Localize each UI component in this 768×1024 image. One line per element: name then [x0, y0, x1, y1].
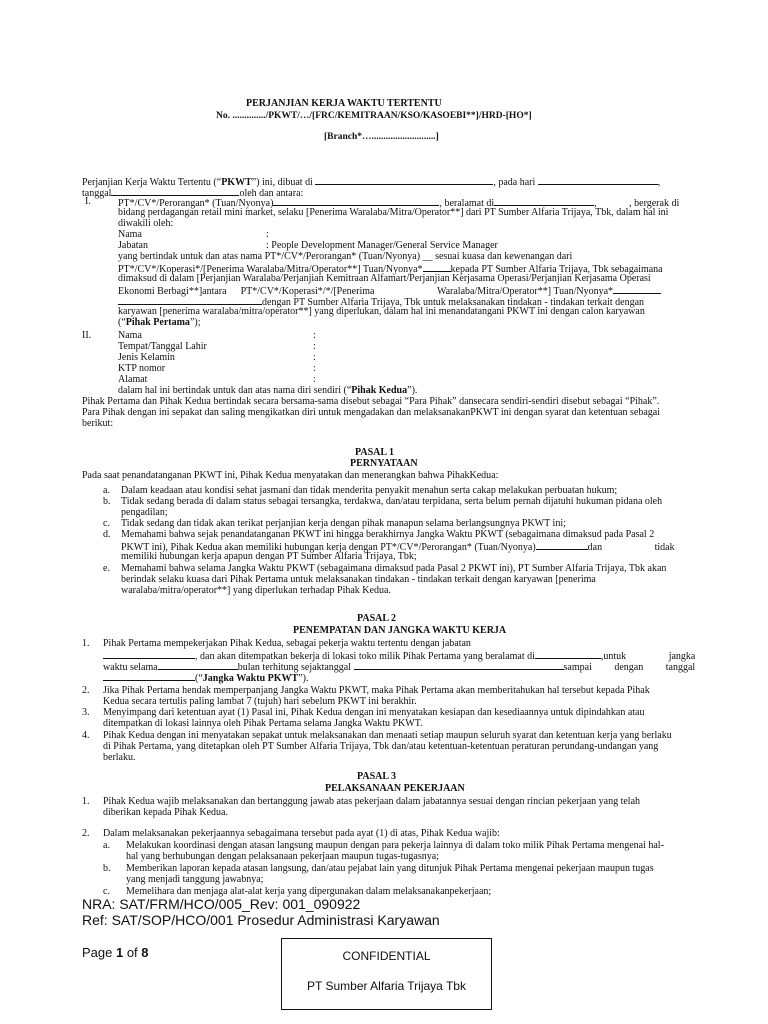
party-2-colon: : [313, 330, 316, 341]
pasal-3-item-c: Memelihara dan menjaga alat-alat kerja yang dipergunakan dalam melaksanakanpekerjaan; [126, 886, 492, 897]
pasal-1-title: PASAL 1 [355, 447, 394, 458]
party-1-nama-colon: : [266, 229, 269, 240]
document-title: PERJANJIAN KERJA WAKTU TERTENTU [246, 98, 442, 109]
parties-line-1: Pihak Pertama dan Pihak Kedua bertindak secara bersama-sama disebut sebagai “Para Pihak” dansecara sendiri-sendiri disebut sebagai “Pihak”. [82, 396, 660, 407]
pasal-2-p1-line-4: (“Jangka Waktu PKWT”). [103, 672, 308, 685]
company-name: PT Sumber Alfaria Trijaya Tbk [307, 979, 466, 993]
party-1-line-1: PT*/CV*/Perorangan* (Tuan/Nyonya) , beralamat di , , bergerak di [118, 198, 680, 209]
pasal-1-item-b-2: pengadilan; [121, 507, 168, 518]
party-2-colon: : [313, 374, 316, 385]
pasal-2-p3-line-1: Menyimpang dari ketentuan ayat (1) Pasal ini, Pihak Kedua dengan ini menyatakan kesiapan dan kesediaannya untuk dipindahkan atau [103, 707, 645, 718]
party-1-line-7: Ekonomi Berbagi**]antara PT*/CV*/Koperasi*/*/[Penerima Waralaba/Mitra/Operator**] Tuan/Nyonya* [118, 285, 661, 298]
pasal-2-title: PASAL 2 [357, 613, 396, 624]
pasal-3-p2: Dalam melaksanakan pekerjaannya sebagaimana tersebut pada ayat (1) di atas, Pihak Kedua wajib: [103, 828, 500, 839]
party-2-number: II. [82, 330, 92, 341]
list-marker: 1. [82, 796, 90, 807]
pasal-1-item-d-2: PKWT ini), Pihak Kedua akan memiliki hubungan kerja dengan PT*/CV*/Perorangan* (Tuan/Nyonya) dan tidak [121, 542, 675, 553]
party-1-line-8: dengan PT Sumber Alfaria Trijaya, Tbk untuk melaksanakan tindakan - tindakan terkait dengan [118, 296, 644, 309]
parties-line-2: Para Pihak dengan ini sepakat dan saling mengikatkan diri untuk mengadakan dan melaksanakanPKWT ini dengan syarat dan ketentuan sebagai [82, 407, 660, 418]
party-1-number: I. [85, 196, 91, 207]
pasal-3-item-a-2: hal yang berhubungan dengan pelaksanaan pekerjaan maupun tugas-tugasnya; [126, 851, 439, 862]
footer-nra: NRA: SAT/FRM/HCO/005_Rev: 001_090922 [82, 896, 361, 912]
party-1-line-6: dimaksud di dalam [Perjanjian Waralaba/Perjanjian Kemitraan Alfamart/Perjanjian Kerjasama Operasi/Perjanjian Kerjasama Operasi [118, 273, 651, 284]
party-1-line-3: diwakili oleh: [118, 218, 174, 229]
party-1-line-2: bidang perdagangan retail mini market, selaku [Penerima Waralaba/Mitra/Operator**] dari PT Sumber Alfaria Trijaya, Tbk, dalam hal ini [118, 207, 669, 218]
list-marker: b. [103, 863, 111, 874]
pasal-3-title: PASAL 3 [357, 771, 396, 782]
party-2-field-gender: Jenis Kelamin [118, 352, 175, 363]
list-marker: 2. [82, 828, 90, 839]
list-marker: c. [103, 518, 110, 529]
pasal-2-p3-line-2: ditempatkan di lokasi lainnya oleh Pihak Pertama selama Jangka Waktu PKWT. [103, 718, 423, 729]
party-2-colon: : [313, 341, 316, 352]
intro-line-1: Perjanjian Kerja Waktu Tertentu (“PKWT”) ini, dibuat di , pada hari , [82, 177, 661, 188]
pasal-2-p2-line-1: Jika Pihak Pertama hendak memperpanjang Jangka Waktu PKWT, maka Pihak Pertama akan memberitahukan hal tersebut kepada Pihak [103, 685, 650, 696]
list-marker: a. [103, 485, 110, 496]
list-marker: b. [103, 496, 111, 507]
pasal-2-p4-line-1: Pihak Kedua dengan ini menyatakan sepakat untuk melaksanakan dan menaati setiap maupun seluruh syarat dan ketentuan kerja yang berlaku [103, 730, 672, 741]
intro-line-2: tanggal oleh dan antara: [82, 188, 304, 199]
pasal-2-p4-line-2: di Pihak Pertama, yang ditetapkan oleh PT Sumber Alfaria Trijaya, Tbk dan/atau ketentuan-ketentuan peraturan perundang-undangan yang [103, 741, 659, 752]
pasal-1-item-d-1: Memahami bahwa sejak penandatanganan PKWT ini hingga berakhirnya Jangka Waktu PKWT (sebagaimana dimaksud pada Pasal 2 [121, 529, 655, 540]
party-1-nama-label: Nama [118, 229, 142, 240]
party-2-line-1: dalam hal ini bertindak untuk dan atas nama diri sendiri (“Pihak Kedua”). [118, 385, 418, 396]
pasal-3-item-b-1: Memberikan laporan kepada atasan langsung, dan/atau pejabat lain yang ditunjuk Pihak Pertama mengenai pekerjaan maupun tugas [126, 863, 654, 874]
pasal-3-item-a-1: Melakukan koordinasi dengan atasan langsung maupun dengan para pekerja lainnya di dalam toko milik Pihak Pertama mengenai hal- [126, 840, 664, 851]
party-1-line-4: yang bertindak untuk dan atas nama PT*/CV*/Perorangan* (Tuan/Nyonya) __ sesuai kuasa dan kewenangan dari [118, 251, 573, 262]
pasal-1-subtitle: PERNYATAAN [350, 458, 418, 469]
document-number: No. ............../PKWT/…/[FRC/KEMITRAAN/KSO/KASOEBI**]/HRD-[HO*] [216, 111, 532, 121]
pasal-2-p1-line-2: , dan akan ditempatkan bekerja di lokasi toko milik Pihak Pertama yang beralamat di ,untuk jangka [103, 650, 695, 663]
list-marker: a. [103, 840, 110, 851]
list-marker: e. [103, 563, 110, 574]
pasal-1-item-b-1: Tidak sedang berada di dalam status sebagai tersangka, terdakwa, dan/atau terpidana, serta belum pernah dijatuhi hukuman pidana oleh [121, 496, 663, 507]
party-2-field-nama: Nama [118, 330, 142, 341]
party-1-jabatan-label: Jabatan [118, 240, 148, 251]
party-1-line-9: karyawan [penerima waralaba/mitra/operator**] yang diperlukan, dalam hal ini menandatangani PKWT ini dengan calon karyawan [118, 306, 645, 317]
pasal-2-p2-line-2: Kedua secara tertulis paling lambat 7 (tujuh) hari sebelum PKWT ini berakhir. [103, 696, 417, 707]
party-2-field-alamat: Alamat [118, 374, 148, 385]
pasal-3-p1-line-1: Pihak Kedua wajib melaksanakan dan bertanggung jawab atas pekerjaan dalam jabatannya sesuai dengan rincian pekerjaan yang telah [103, 796, 641, 807]
pasal-1-item-e-2: berindak selaku kuasa dari Pihak Pertama untuk melaksanakan tindakan - tindakan terkait dengan karyawan [penerima [121, 574, 596, 585]
pasal-3-p1-line-2: diberikan kepada Pihak Kedua. [103, 807, 228, 818]
pasal-1-item-c: Tidak sedang dan tidak akan terikat perjanjian kerja dengan pihak manapun selama berlangsungnya PKWT ini; [121, 518, 566, 529]
pasal-2-p1-line-3: waktu selama bulan terhitung sejaktanggal sampai dengan tanggal [103, 662, 696, 673]
party-2-field-ktp: KTP nomor [118, 363, 166, 374]
party-1-line-5: PT*/CV*/Koperasi*/[Penerima Waralaba/Mitra/Operator**] Tuan/Nyonya* kepada PT Sumber Alfaria Trijaya, Tbk sebagaimana [118, 264, 663, 275]
pasal-1-item-a: Dalam keadaan atau kondisi sehat jasmani dan tidak menderita penyakit menahun serta cakap melakukan perbuatan hukum; [121, 485, 618, 496]
list-marker: 2. [82, 685, 90, 696]
branch-line: [Branch*…...........................] [324, 132, 439, 142]
party-2-field-ttl: Tempat/Tanggal Lahir [118, 341, 207, 352]
list-marker: c. [103, 886, 110, 897]
pasal-3-item-b-2: yang menjadi tanggung jawabnya; [126, 874, 264, 885]
party-2-colon: : [313, 363, 316, 374]
pasal-1-intro: Pada saat penandatanganan PKWT ini, Pihak Kedua menyatakan dan menerangkan bahwa PihakKedua: [82, 470, 499, 481]
parties-line-3: berikut: [82, 418, 114, 429]
party-1-line-10: (“Pihak Pertama”); [118, 317, 201, 328]
list-marker: 1. [82, 638, 90, 649]
pasal-1-item-e-1: Memahami bahwa selama Jangka Waktu PKWT (sebagaimana dimaksud pada Pasal 2 PKWT ini), PT Sumber Alfaria Trijaya, Tbk akan [121, 563, 667, 574]
pasal-2-p1-line-1: Pihak Pertama mempekerjakan Pihak Kedua, sebagai pekerja waktu tertentu dengan jabatan [103, 638, 471, 649]
confidential-label: CONFIDENTIAL [342, 949, 431, 963]
confidential-box [281, 938, 492, 1010]
list-marker: d. [103, 529, 111, 540]
party-1-jabatan-value: : People Development Manager/General Service Manager [266, 240, 498, 251]
party-2-colon: : [313, 352, 316, 363]
pasal-2-subtitle: PENEMPATAN DAN JANGKA WAKTU KERJA [293, 625, 507, 636]
page-number: Page 1 of 8 [82, 945, 149, 960]
list-marker: 4. [82, 730, 90, 741]
pasal-1-item-e-3: waralaba/mitra/operator**] yang diperlukan terhadap Pihak Kedua. [121, 585, 391, 596]
pasal-2-p4-line-3: berlaku. [103, 752, 136, 763]
pasal-3-subtitle: PELAKSANAAN PEKERJAAN [325, 783, 465, 794]
list-marker: 3. [82, 707, 90, 718]
footer-ref: Ref: SAT/SOP/HCO/001 Prosedur Administrasi Karyawan [82, 912, 440, 928]
pasal-1-item-d-3: memiliki hubungan kerja apapun dengan PT Sumber Alfaria Trijaya, Tbk; [121, 551, 417, 562]
